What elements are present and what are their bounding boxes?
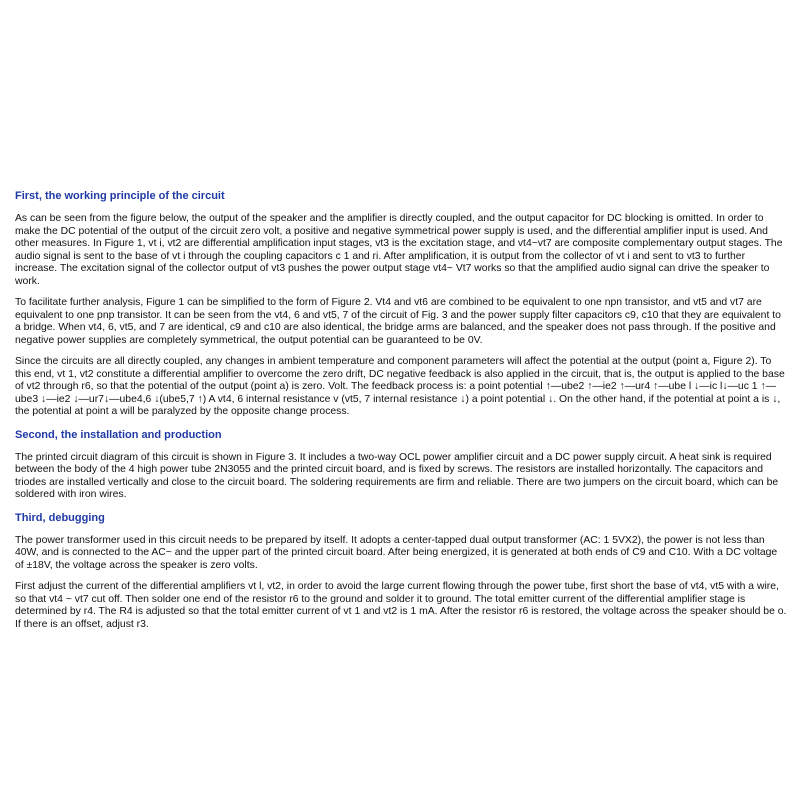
section-heading-debugging: Third, debugging <box>15 511 105 524</box>
section-heading-working-principle: First, the working principle of the circuit <box>15 190 225 202</box>
paragraph: To facilitate further analysis, Figure 1 can be simplified to the form of Figure 2. Vt4 and vt6 are combined to be equivalent to one npn transistor, and vt5 and vt7 are equivalent to one pnp transistor. It can be seen from the vt4, 6 and vt5, 7 of the circuit of Fig. 3 and the power supply filter capacitors c9, c10 that they are equivalent to a bridge. When vt4, 6, vt5, and 7 are identical, c9 and c10 are also identical, the bridge arms are balanced, and the speaker does not pass through. If the positive and negative power supplies are completely symmetrical, the output potential can be guaranteed to be 0V. <box>15 297 781 346</box>
paragraph: Since the circuits are all directly coupled, any changes in ambient temperature and component parameters will affect the potential at the output (point a, Figure 2). To this end, vt 1, vt2 constitute a differential amplifier to overcome the zero drift, DC negative feedback is also applied in the circuit, that is, the output is applied to the base of vt2 through r6, so that the potential of the output (point a) is zero. Volt. The feedback process is: a point potential ↑—ube2 ↑—ie2 ↑—ur4 ↑—ube l ↓—ic l↓—uc 1 ↑—ube3 ↓—ie2 ↓—ur7↓—ube4,6 ↓(ube5,7 ↑) A vt4, 6 internal resistance v (vt5, 7 internal resistance ↓) a point potential ↓. On the other hand, if the potential at point a is ↓, the potential at point a will be paralyzed by the opposite change process. <box>15 356 785 417</box>
paragraph: The printed circuit diagram of this circuit is shown in Figure 3. It includes a two-way OCL power amplifier circuit and a DC power supply circuit. A heat sink is required between the body of the 4 high power tube 2N3055 and the printed circuit board, and is fixed by screws. The resistors are installed horizontally. The capacitors and triodes are installed vertically and close to the circuit board. The soldering requirements are firm and reliable. There are two jumpers on the circuit board, which can be soldered with iron wires. <box>15 451 779 500</box>
section-heading-installation: Second, the installation and production <box>15 428 222 441</box>
article <box>15 189 787 640</box>
paragraph: The power transformer used in this circuit needs to be prepared by itself. It adopts a center-tapped dual output transformer (AC: 1 5VX2), the power is not less than 40W, and is connected to the AC~ and the upper part of the printed circuit board. After being energized, it is generated at both ends of C9 and C10. With a DC voltage of ±18V, the voltage across the speaker is zero volts. <box>15 534 778 571</box>
paragraph: As can be seen from the figure below, the output of the speaker and the amplifier is directly coupled, and the output capacitor for DC blocking is omitted. In order to make the DC potential of the output of the circuit zero volt, a positive and negative symmetrical power supply is used, and the differential amplifier input is used. And other measures. In Figure 1, vt i, vt2 are differential amplification input stages, vt3 is the excitation stage, and vt4~vt7 are composite complementary output stages. The audio signal is sent to the base of vt i through the coupling capacitors c 1 and ri. After amplification, it is output from the collector of vt i and sent to vt3 to further increase. The excitation signal of the collector output of vt3 pushes the power output stage vt4~ Vt7 works so that the amplified audio signal can drive the speaker to work. <box>15 213 783 287</box>
paragraph: First adjust the current of the differential amplifiers vt l, vt2, in order to avoid the large current flowing through the power tube, first short the base of vt4, vt5 with a wire, so that vt4 ~ vt7 cut off. Then solder one end of the resistor r6 to the ground and solder it to ground. The total emitter current of the differential amplifier stage is determined by r4. The R4 is adjusted so that the total emitter current of vt 1 and vt2 is 1 mA. After the resistor r6 is restored, the voltage across the speaker should be o. If there is an offset, adjust r3. <box>15 581 787 630</box>
